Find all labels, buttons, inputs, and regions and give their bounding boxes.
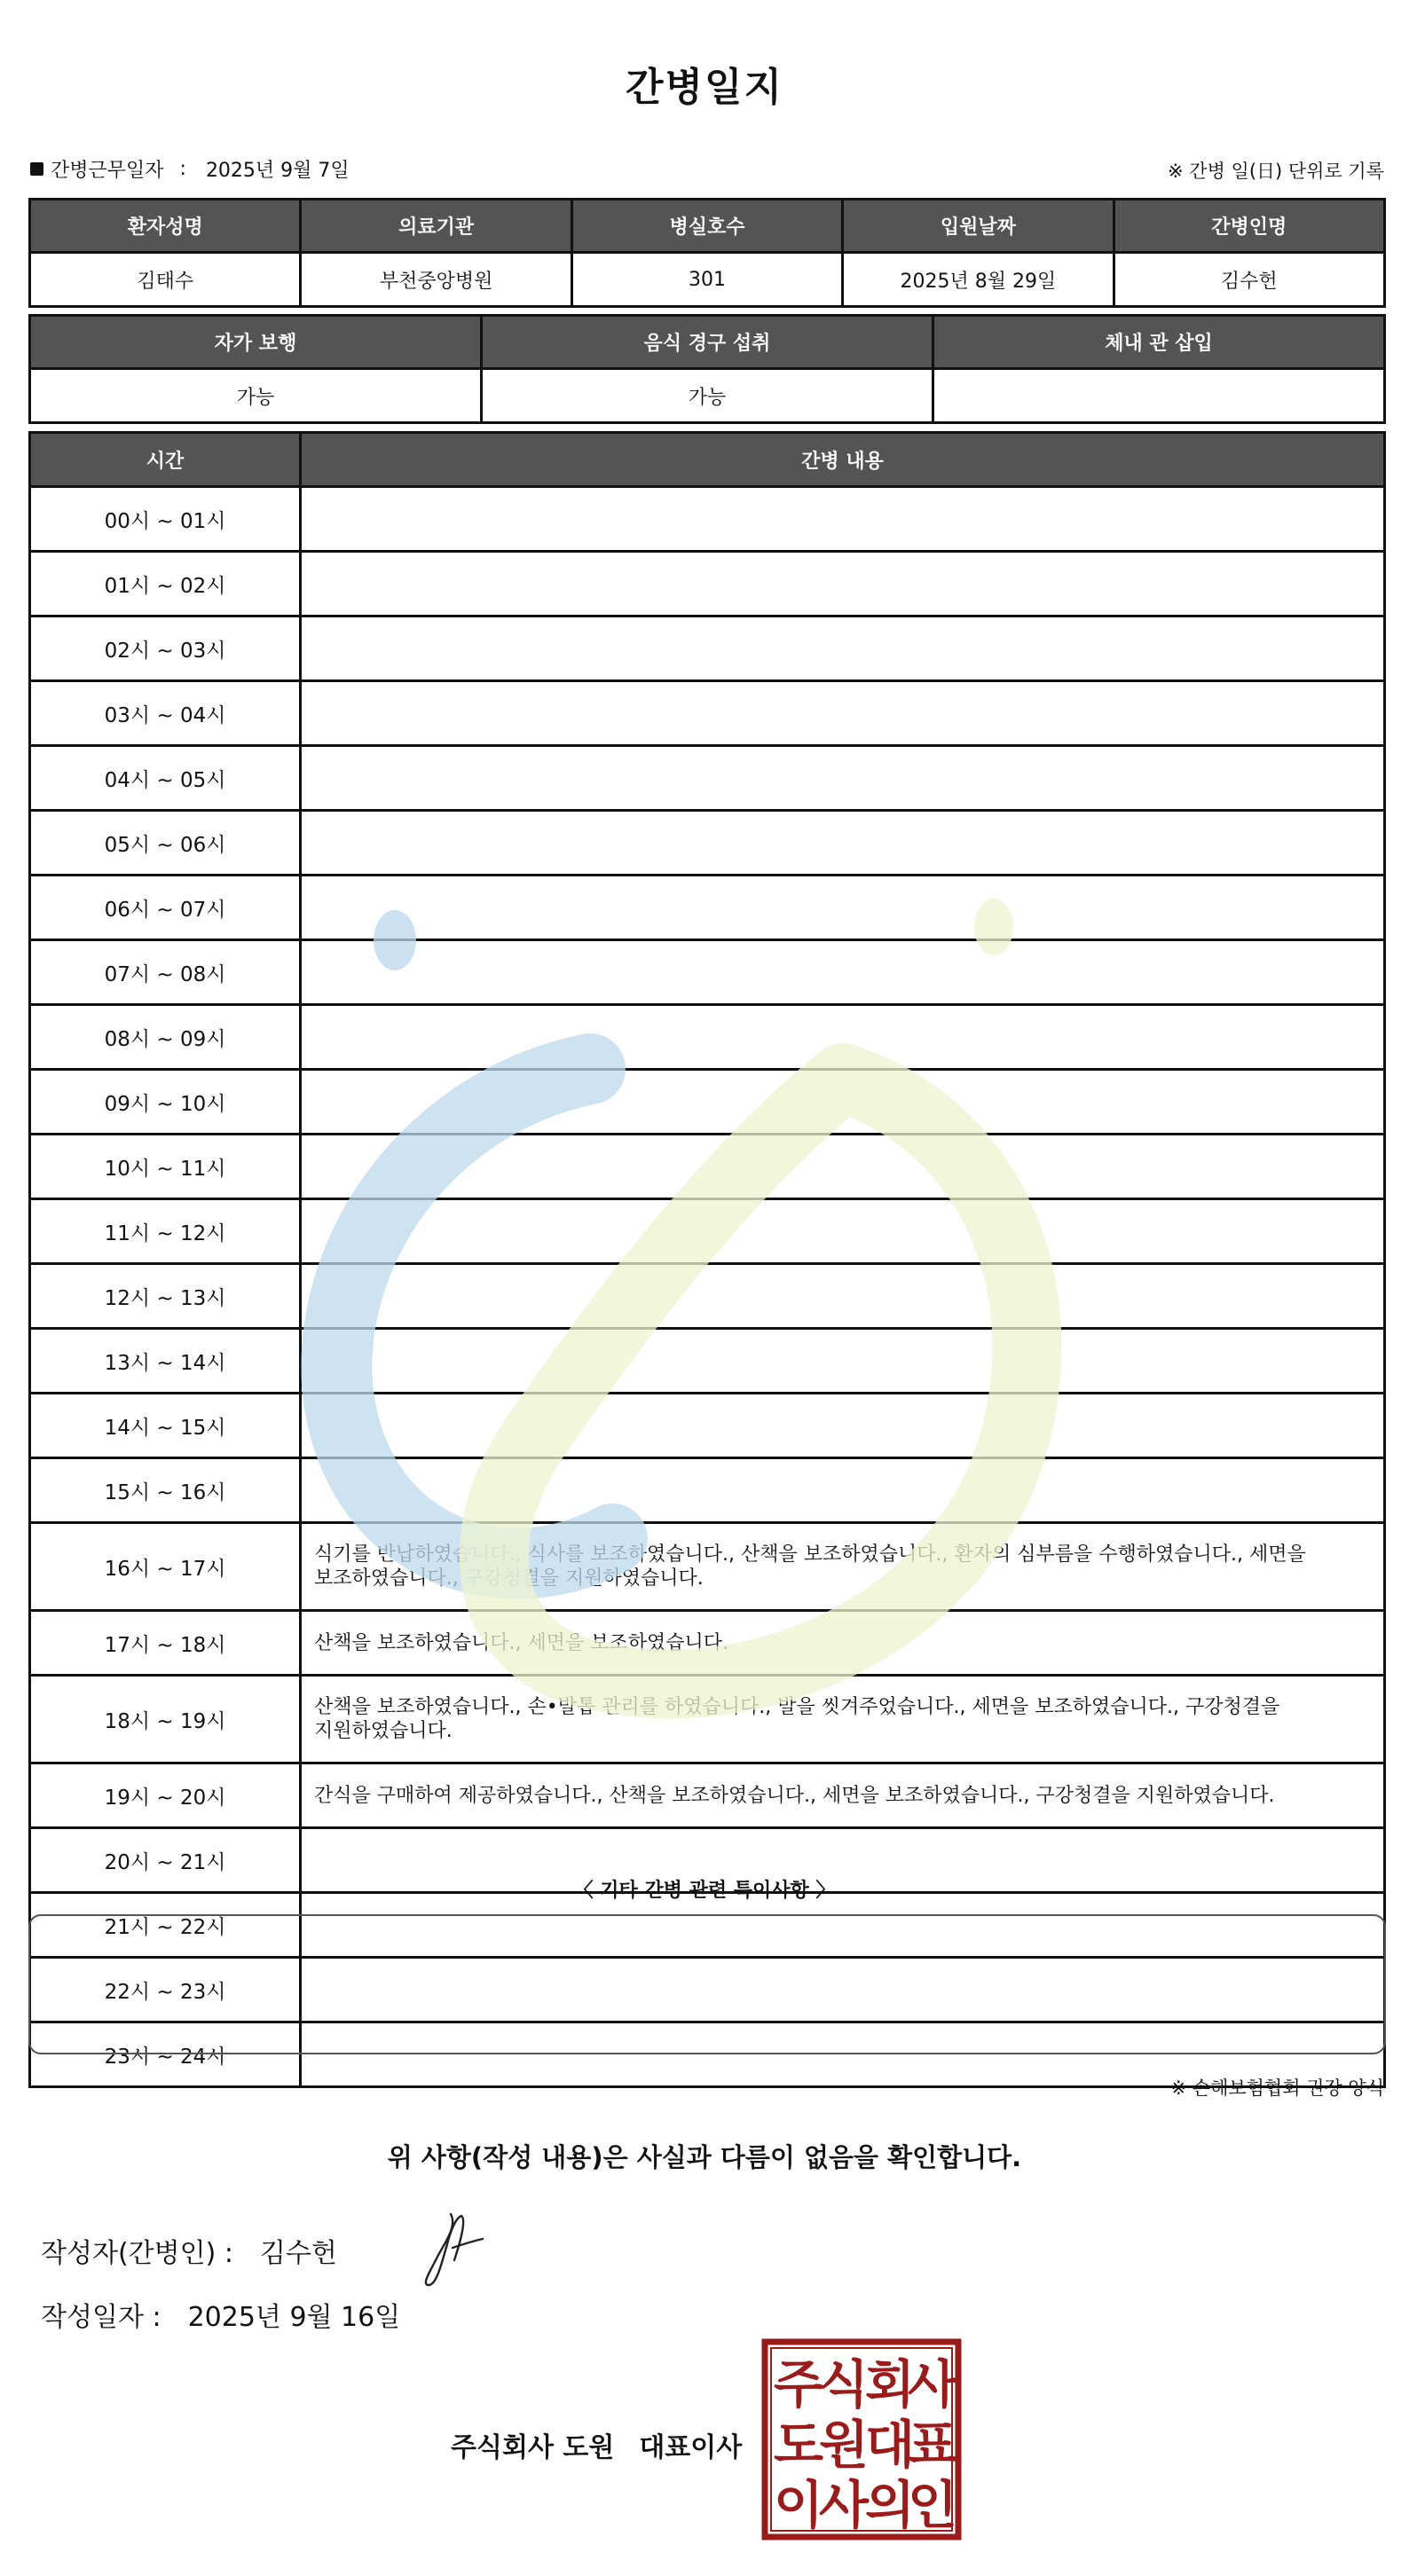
svg-text:대: 대 [864,2415,916,2475]
header-self-walking: 자가 보행 [30,316,482,369]
admission-date: 2025년 8월 29일 [843,253,1114,307]
care-content-cell [301,681,1385,746]
condition-header-row [30,316,1385,369]
company-seal-stamp [761,2338,962,2541]
time-cell: 03시 ~ 04시 [30,681,301,746]
table-row [30,1329,1385,1394]
table-row [30,1005,1385,1070]
header-time: 시간 [30,433,301,487]
handwritten-signature [417,2209,488,2289]
work-date-colon: : [179,158,186,180]
writer-name: 김수헌 [259,2238,337,2269]
header-patient-name: 환자성명 [30,200,301,253]
table-row [30,876,1385,940]
confirmation-statement: 위 사항(작성 내용)은 사실과 다름이 없음을 확인합니다. [387,2142,1022,2172]
care-content-cell [301,552,1385,617]
svg-text:식: 식 [818,2354,870,2415]
table-row [30,1763,1385,1828]
header-oral-intake: 음식 경구 섭취 [482,316,933,369]
time-cell: 02시 ~ 03시 [30,617,301,681]
oral-intake-value: 가능 [482,369,933,423]
care-content-cell [301,811,1385,876]
special-notes-box [28,1914,1386,2054]
work-date-label: 간병근무일자 [51,160,164,182]
company-name: 주식회사 도원 [451,2432,615,2463]
care-content-cell: 산책을 보조하였습니다., 세면을 보조하였습니다. [301,1611,1385,1676]
care-content-cell [301,1264,1385,1329]
time-cell: 00시 ~ 01시 [30,487,301,552]
time-cell: 17시 ~ 18시 [30,1611,301,1676]
table-row [30,1394,1385,1458]
time-cell: 21시 ~ 22시 [30,1893,301,1958]
table-row [30,811,1385,876]
table-row [30,746,1385,811]
bullet-square-icon [30,162,43,176]
table-row [30,1264,1385,1329]
time-cell: 11시 ~ 12시 [30,1199,301,1264]
writer-line [41,2231,337,2270]
svg-text:회: 회 [864,2354,916,2415]
time-cell: 09시 ~ 10시 [30,1070,301,1135]
svg-text:표: 표 [907,2415,958,2475]
time-cell: 08시 ~ 09시 [30,1005,301,1070]
time-cell: 14시 ~ 15시 [30,1394,301,1458]
care-content-cell [301,1070,1385,1135]
time-cell: 20시 ~ 21시 [30,1828,301,1893]
table-row [30,552,1385,617]
time-cell: 23시 ~ 24시 [30,2022,301,2087]
header-caregiver-name: 간병인명 [1114,200,1384,253]
care-content-cell [301,1329,1385,1394]
write-date-line [41,2295,400,2334]
header-tube-insertion: 체내 관 삽입 [933,316,1385,369]
patient-condition-table [28,314,1386,424]
time-cell: 19시 ~ 20시 [30,1763,301,1828]
care-content-cell [301,1005,1385,1070]
time-cell: 04시 ~ 05시 [30,746,301,811]
care-content-cell [301,1458,1385,1523]
svg-text:의: 의 [864,2475,916,2535]
self-walking-value: 가능 [30,369,482,423]
time-cell: 22시 ~ 23시 [30,1958,301,2022]
time-cell: 13시 ~ 14시 [30,1329,301,1394]
special-notes-title: 〈 기타 간병 관련 특이사항 〉 [573,1880,836,1902]
svg-text:주: 주 [773,2354,824,2415]
table-row [30,1611,1385,1676]
work-date-value: 2025년 9월 7일 [205,160,350,182]
header-institution: 의료기관 [301,200,571,253]
page-title: 간병일지 [625,65,783,110]
care-content-cell [301,617,1385,681]
care-content-cell [301,876,1385,940]
work-date-line [30,155,350,183]
table-row [30,1458,1385,1523]
svg-text:원: 원 [818,2415,870,2475]
svg-text:사: 사 [907,2354,958,2415]
time-cell: 12시 ~ 13시 [30,1264,301,1329]
write-date-label: 작성일자 : [41,2302,161,2333]
table-row [30,1199,1385,1264]
patient-info-table [28,198,1386,308]
table-row [30,487,1385,552]
patient-name: 김태수 [30,253,301,307]
header-room: 병실호수 [571,200,842,253]
care-content-cell [301,1394,1385,1458]
room-number: 301 [571,253,842,307]
svg-text:사: 사 [818,2475,870,2535]
table-row [30,617,1385,681]
company-role: 대표이사 [639,2432,743,2463]
care-content-cell [301,1135,1385,1199]
write-date-value: 2025년 9월 16일 [187,2302,401,2333]
patient-info-value-row [30,253,1385,307]
time-cell: 05시 ~ 06시 [30,811,301,876]
association-note: ※ 손해보험협회 권장 양식 [1170,2077,1384,2099]
table-row [30,1070,1385,1135]
time-cell: 01시 ~ 02시 [30,552,301,617]
time-cell: 18시 ~ 19시 [30,1676,301,1763]
schedule-header-row [30,433,1385,487]
header-care-content: 간병 내용 [301,433,1385,487]
table-row [30,681,1385,746]
condition-value-row [30,369,1385,423]
svg-text:인: 인 [907,2475,958,2535]
company-line [451,2425,742,2464]
caregiver-name: 김수헌 [1114,253,1384,307]
table-row [30,1523,1385,1611]
care-content-cell [301,940,1385,1005]
svg-text:이: 이 [773,2475,824,2535]
care-content-cell [301,746,1385,811]
table-row [30,1676,1385,1763]
unit-note: ※ 간병 일(日) 단위로 기록 [1168,161,1384,182]
care-content-cell: 산책을 보조하였습니다., 손•발톱 관리를 하였습니다., 발을 씻겨주었습니다., 세면을 보조하였습니다., 구강청결을 지원하였습니다. [301,1676,1385,1763]
institution: 부천중앙병원 [301,253,571,307]
writer-label: 작성자(간병인) : [41,2238,233,2269]
care-content-cell: 식기를 반납하였습니다., 식사를 보조하였습니다., 산책을 보조하였습니다., 환자의 심부름을 수행하였습니다., 세면을 보조하였습니다., 구강청결을 지원하였습니다. [301,1523,1385,1611]
tube-insertion-value [933,369,1385,423]
table-row [30,1135,1385,1199]
patient-info-header-row [30,200,1385,253]
care-content-cell: 간식을 구매하여 제공하였습니다., 산책을 보조하였습니다., 세면을 보조하였습니다., 구강청결을 지원하였습니다. [301,1763,1385,1828]
care-schedule-table [28,431,1386,2088]
time-cell: 10시 ~ 11시 [30,1135,301,1199]
time-cell: 06시 ~ 07시 [30,876,301,940]
care-content-cell [301,1199,1385,1264]
header-admission-date: 입원날짜 [843,200,1114,253]
care-content-cell [301,487,1385,552]
time-cell: 16시 ~ 17시 [30,1523,301,1611]
time-cell: 07시 ~ 08시 [30,940,301,1005]
table-row [30,940,1385,1005]
svg-text:도: 도 [773,2415,824,2475]
time-cell: 15시 ~ 16시 [30,1458,301,1523]
